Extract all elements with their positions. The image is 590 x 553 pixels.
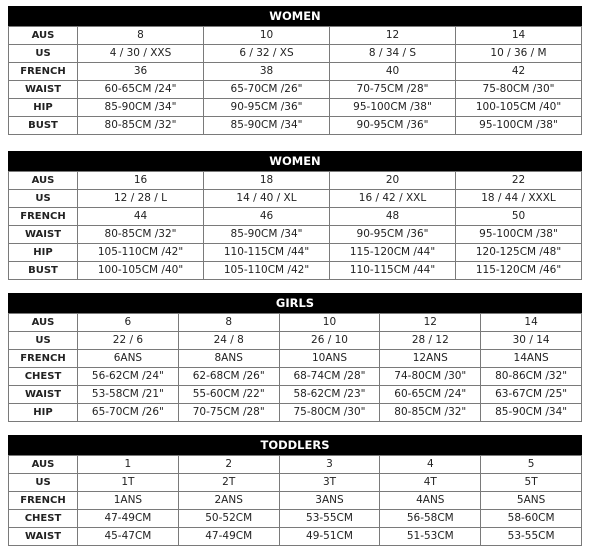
table-cell: 55-60CM /22" [178,386,279,404]
table-cell: 75-80CM /30" [456,81,582,99]
row-label: AUS [9,456,78,474]
row-label: AUS [9,172,78,190]
table-cell: 6 / 32 / XS [204,45,330,63]
table-cell: 65-70CM /26" [78,404,179,422]
table-title: GIRLS [8,293,582,313]
table-cell: 115-120CM /46" [456,262,582,280]
table-row [9,386,582,404]
table-cell: 10 / 36 / M [456,45,582,63]
table-cell: 47-49CM [178,528,279,546]
table-cell: 42 [456,63,582,81]
table-cell: 10 [279,314,380,332]
size-table-girls [8,293,582,422]
table-row [9,45,582,63]
row-label: FRENCH [9,63,78,81]
row-label: WAIST [9,81,78,99]
table-cell: 80-85CM /32" [78,117,204,135]
table-cell: 90-95CM /36" [330,117,456,135]
table-cell: 1ANS [78,492,179,510]
table-cell: 6ANS [78,350,179,368]
table-cell: 5T [481,474,582,492]
table-row [9,172,582,190]
table-row [9,474,582,492]
table-cell: 110-115CM /44" [330,262,456,280]
table-cell: 4T [380,474,481,492]
table-cell: 68-74CM /28" [279,368,380,386]
table-cell: 85-90CM /34" [481,404,582,422]
table-row [9,81,582,99]
table-cell: 75-80CM /30" [279,404,380,422]
table-cell: 105-110CM /42" [204,262,330,280]
table-cell: 10ANS [279,350,380,368]
table-cell: 4 [380,456,481,474]
row-label: HIP [9,404,78,422]
table-title: WOMEN [8,6,582,26]
table-cell: 26 / 10 [279,332,380,350]
size-table-women-1 [8,6,582,135]
table-row [9,208,582,226]
table-cell: 70-75CM /28" [178,404,279,422]
table-cell: 85-90CM /34" [204,117,330,135]
row-label: FRENCH [9,492,78,510]
size-table [8,455,582,546]
table-cell: 58-62CM /23" [279,386,380,404]
table-cell: 47-49CM [78,510,179,528]
table-cell: 90-95CM /36" [204,99,330,117]
table-cell: 8 / 34 / S [330,45,456,63]
row-label: US [9,474,78,492]
table-cell: 62-68CM /26" [178,368,279,386]
row-label: WAIST [9,528,78,546]
table-cell: 2 [178,456,279,474]
table-row [9,350,582,368]
table-row [9,226,582,244]
table-cell: 12 [330,27,456,45]
table-cell: 95-100CM /38" [330,99,456,117]
table-cell: 5ANS [481,492,582,510]
row-label: FRENCH [9,208,78,226]
table-cell: 105-110CM /42" [78,244,204,262]
table-row [9,63,582,81]
row-label: HIP [9,99,78,117]
table-cell: 22 [456,172,582,190]
table-cell: 8ANS [178,350,279,368]
table-cell: 85-90CM /34" [204,226,330,244]
table-cell: 53-58CM /21" [78,386,179,404]
table-cell: 2ANS [178,492,279,510]
table-cell: 48 [330,208,456,226]
row-label: FRENCH [9,350,78,368]
table-cell: 12ANS [380,350,481,368]
table-row [9,404,582,422]
table-cell: 18 [204,172,330,190]
table-cell: 40 [330,63,456,81]
table-cell: 5 [481,456,582,474]
table-cell: 10 [204,27,330,45]
table-cell: 80-86CM /32" [481,368,582,386]
row-label: AUS [9,314,78,332]
table-row [9,190,582,208]
table-title: TODDLERS [8,435,582,455]
table-cell: 85-90CM /34" [78,99,204,117]
table-row [9,117,582,135]
table-cell: 12 [380,314,481,332]
row-label: BUST [9,262,78,280]
table-row [9,244,582,262]
row-label: AUS [9,27,78,45]
size-table [8,171,582,280]
table-cell: 14 [481,314,582,332]
table-cell: 53-55CM [279,510,380,528]
table-cell: 100-105CM /40" [456,99,582,117]
table-cell: 30 / 14 [481,332,582,350]
table-cell: 95-100CM /38" [456,117,582,135]
table-cell: 16 / 42 / XXL [330,190,456,208]
table-row [9,528,582,546]
size-table-women-2 [8,151,582,280]
table-cell: 44 [78,208,204,226]
table-row [9,510,582,528]
row-label: US [9,190,78,208]
table-cell: 3T [279,474,380,492]
table-cell: 14 / 40 / XL [204,190,330,208]
row-label: CHEST [9,368,78,386]
table-row [9,332,582,350]
table-cell: 56-58CM [380,510,481,528]
row-label: WAIST [9,226,78,244]
table-cell: 60-65CM /24" [380,386,481,404]
table-cell: 4ANS [380,492,481,510]
table-cell: 100-105CM /40" [78,262,204,280]
table-cell: 56-62CM /24" [78,368,179,386]
table-cell: 58-60CM [481,510,582,528]
table-cell: 18 / 44 / XXXL [456,190,582,208]
table-cell: 22 / 6 [78,332,179,350]
table-cell: 38 [204,63,330,81]
table-cell: 20 [330,172,456,190]
table-cell: 65-70CM /26" [204,81,330,99]
table-cell: 28 / 12 [380,332,481,350]
size-table-toddlers [8,435,582,546]
table-row [9,314,582,332]
table-cell: 120-125CM /48" [456,244,582,262]
table-cell: 45-47CM [78,528,179,546]
table-cell: 95-100CM /38" [456,226,582,244]
table-cell: 50 [456,208,582,226]
table-cell: 3ANS [279,492,380,510]
row-label: US [9,332,78,350]
table-row [9,456,582,474]
table-cell: 6 [78,314,179,332]
table-cell: 16 [78,172,204,190]
table-row [9,262,582,280]
table-cell: 24 / 8 [178,332,279,350]
table-cell: 74-80CM /30" [380,368,481,386]
table-cell: 70-75CM /28" [330,81,456,99]
table-cell: 12 / 28 / L [78,190,204,208]
size-table [8,313,582,422]
size-table [8,26,582,135]
table-cell: 90-95CM /36" [330,226,456,244]
table-cell: 80-85CM /32" [380,404,481,422]
table-cell: 4 / 30 / XXS [78,45,204,63]
table-row [9,368,582,386]
table-cell: 1T [78,474,179,492]
table-cell: 3 [279,456,380,474]
row-label: HIP [9,244,78,262]
table-cell: 115-120CM /44" [330,244,456,262]
table-title: WOMEN [8,151,582,171]
table-cell: 51-53CM [380,528,481,546]
table-row [9,27,582,45]
table-cell: 50-52CM [178,510,279,528]
row-label: CHEST [9,510,78,528]
table-cell: 14ANS [481,350,582,368]
table-cell: 1 [78,456,179,474]
table-cell: 110-115CM /44" [204,244,330,262]
table-cell: 49-51CM [279,528,380,546]
table-cell: 46 [204,208,330,226]
row-label: WAIST [9,386,78,404]
table-cell: 2T [178,474,279,492]
table-cell: 53-55CM [481,528,582,546]
table-cell: 60-65CM /24" [78,81,204,99]
table-row [9,492,582,510]
table-row [9,99,582,117]
table-cell: 80-85CM /32" [78,226,204,244]
table-cell: 36 [78,63,204,81]
table-cell: 14 [456,27,582,45]
row-label: BUST [9,117,78,135]
table-cell: 63-67CM /25" [481,386,582,404]
row-label: US [9,45,78,63]
table-cell: 8 [178,314,279,332]
table-cell: 8 [78,27,204,45]
